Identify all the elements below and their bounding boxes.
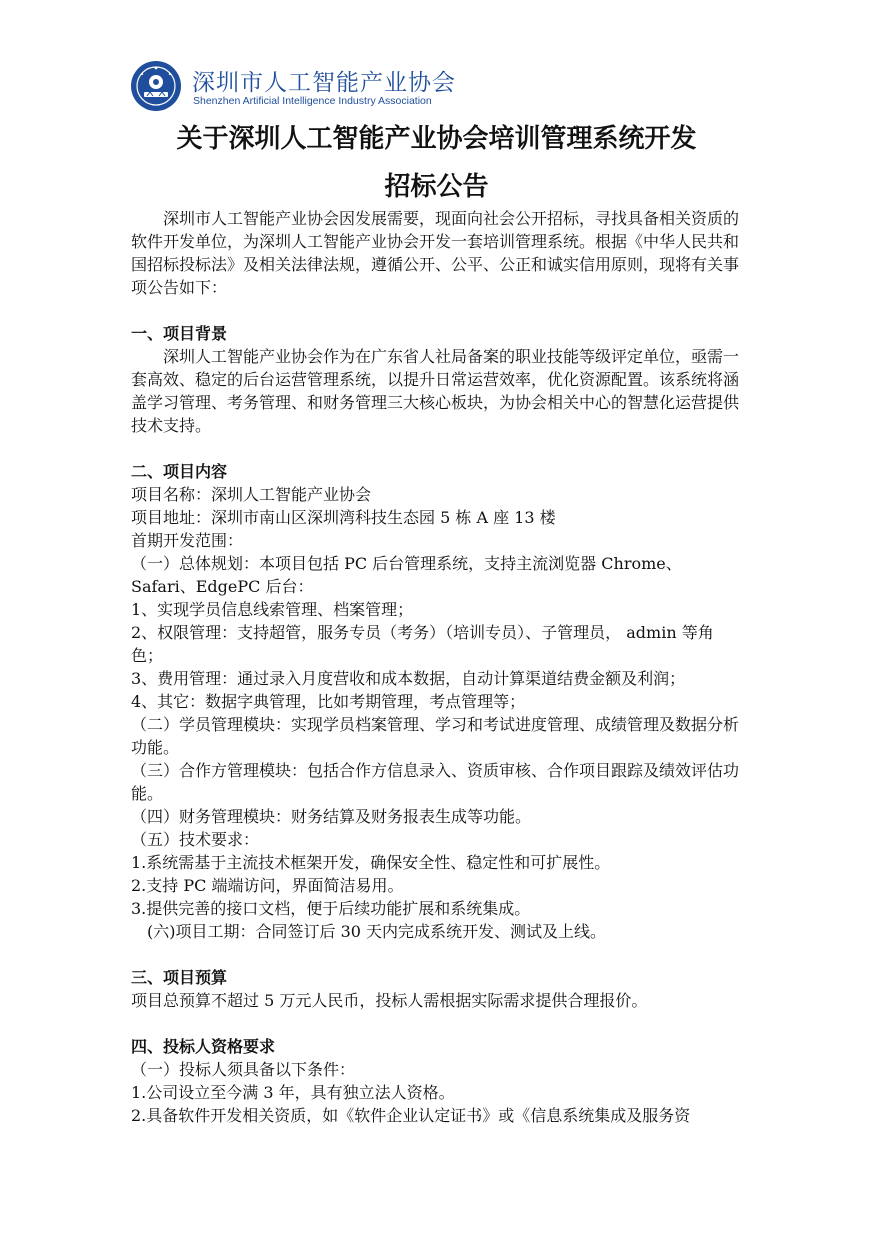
project-schedule: (六)项目工期：合同签订后 30 天内完成系统开发、测试及上线。 xyxy=(147,922,607,941)
list-item: （一）投标人须具备以下条件： xyxy=(131,1060,356,1079)
list-item: 1.系统需基于主流技术框架开发，确保安全性、稳定性和可扩展性。 xyxy=(131,853,611,872)
document-title-line1: 关于深圳人工智能产业协会培训管理系统开发 xyxy=(176,124,697,154)
document-body xyxy=(131,207,743,1127)
list-item: 1.公司设立至今满 3 年，具有独立法人资格。 xyxy=(131,1083,455,1102)
list-item: 4、其它：数据字典管理，比如考期管理，考点管理等； xyxy=(131,692,526,711)
section-heading-budget: 三、项目预算 xyxy=(131,968,228,987)
intro-paragraph: 深圳市人工智能产业协会因发展需要，现面向社会公开招标，寻找具备相关资质的软件开发单位，为深圳人工智能产业协会开发一套培训管理系统。根据《中华人民共和国招标投标法》及相关法律法规，遵循公开、公平、公正和诚实信用原则，现将有关事项公告如下： xyxy=(131,209,740,297)
list-item: （五）技术要求： xyxy=(131,830,260,849)
list-item: （一）总体规划：本项目包括 PC 后台管理系统，支持主流浏览器 Chrome、Safari、EdgePC 后台： xyxy=(131,554,682,596)
org-name-cn: 深圳市人工智能产业协会 xyxy=(192,70,456,96)
list-item: 项目名称：深圳人工智能产业协会 xyxy=(131,485,372,504)
list-item: 1、实现学员信息线索管理、档案管理； xyxy=(131,600,414,619)
list-item: 2.具备软件开发相关资质，如《软件企业认定证书》或《信息系统集成及服务资 xyxy=(131,1106,691,1125)
list-item: （四）财务管理模块：财务结算及财务报表生成等功能。 xyxy=(131,807,532,826)
association-logo-block xyxy=(130,60,550,116)
document-title-line2: 招标公告 xyxy=(384,172,489,202)
association-logo-icon xyxy=(130,60,182,112)
section-heading-content: 二、项目内容 xyxy=(131,462,228,481)
list-item: 3.提供完善的接口文档，便于后续功能扩展和系统集成。 xyxy=(131,899,531,918)
list-item: 2.支持 PC 端端访问，界面简洁易用。 xyxy=(131,876,404,895)
section-heading-qualification: 四、投标人资格要求 xyxy=(131,1037,276,1056)
list-item: 2、权限管理：支持超管，服务专员（考务）（培训专员）、子管理员， admin 等角色； xyxy=(131,623,714,665)
list-item: （三）合作方管理模块：包括合作方信息录入、资质审核、合作项目跟踪及绩效评估功能。 xyxy=(131,761,740,803)
list-item: （二）学员管理模块：实现学员档案管理、学习和考试进度管理、成绩管理及数据分析功能。 xyxy=(131,715,740,757)
list-item: 3、费用管理：通过录入月度营收和成本数据，自动计算渠道结费金额及利润； xyxy=(131,669,686,688)
section-heading-background: 一、项目背景 xyxy=(131,324,228,343)
budget-paragraph: 项目总预算不超过 5 万元人民币，投标人需根据实际需求提供合理报价。 xyxy=(131,991,648,1010)
list-item: 首期开发范围： xyxy=(131,531,244,550)
background-paragraph: 深圳人工智能产业协会作为在广东省人社局备案的职业技能等级评定单位，亟需一套高效、稳定的后台运营管理系统，以提升日常运营效率，优化资源配置。该系统将涵盖学习管理、考务管理、和财务管理三大核心板块，为协会相关中心的智慧化运营提供技术支持。 xyxy=(131,347,740,435)
list-item: 项目地址：深圳市南山区深圳湾科技生态园 5 栋 A 座 13 楼 xyxy=(131,508,556,527)
org-name-en: Shenzhen Artificial Intelligence Industry Association xyxy=(193,95,432,107)
